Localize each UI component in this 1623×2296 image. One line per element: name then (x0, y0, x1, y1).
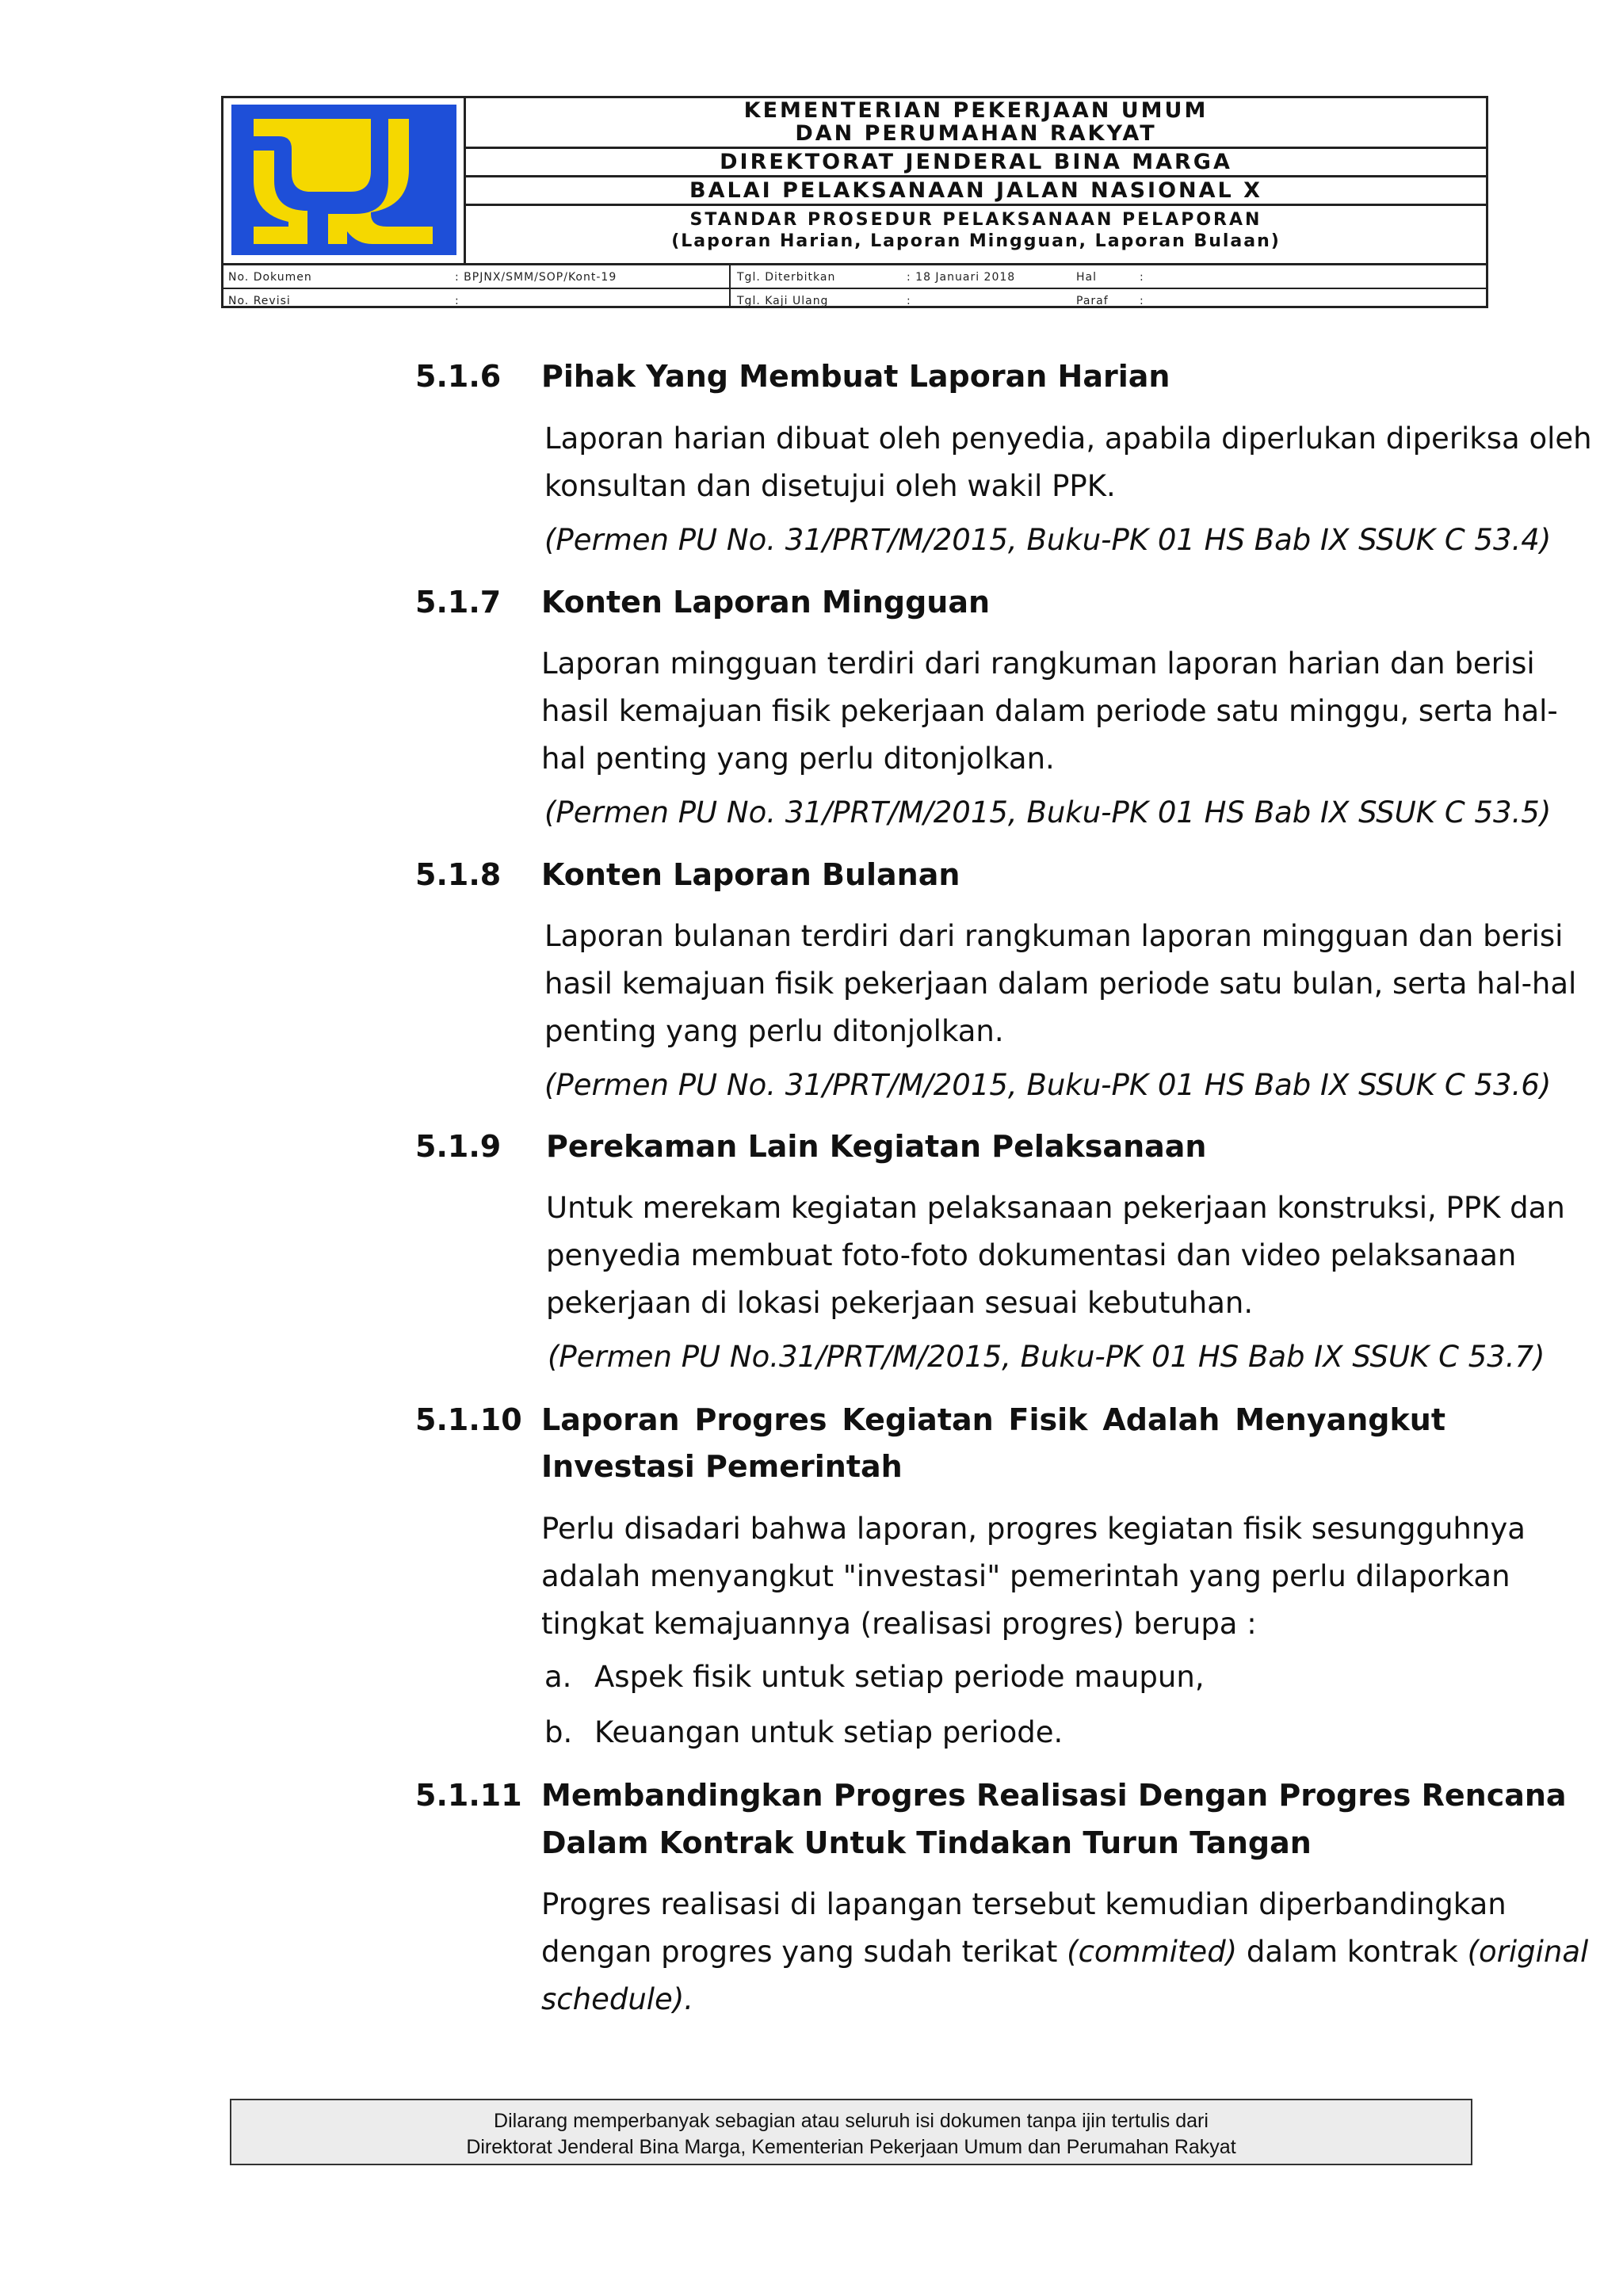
body-line: hal penting yang perlu ditonjolkan. (541, 742, 1055, 776)
body-line: Untuk merekam kegiatan pelaksanaan pekerjaan konstruksi, PPK dan (546, 1191, 1565, 1225)
body-line: tingkat kemajuannya (realisasi progres) berupa : (541, 1607, 1257, 1641)
paraf-label: Paraf (1076, 295, 1109, 307)
tgl-kaji-ulang-label: Tgl. Kaji Ulang (737, 295, 829, 307)
section-title-line: Dalam Kontrak Untuk Tindakan Turun Tangan (541, 1825, 1312, 1860)
list-item (544, 1653, 571, 1701)
section-number: 5.1.7 (415, 585, 502, 620)
body-line: Perlu disadari bahwa laporan, progres kegiatan fisik sesungguhnya (541, 1512, 1526, 1546)
list-item-text: Keuangan untuk setiap periode. (594, 1715, 1064, 1749)
ministry-logo (231, 105, 456, 255)
tgl-diterbitkan-value: : 18 Januari 2018 (907, 271, 1016, 284)
section-body (541, 640, 1558, 783)
regulation-reference: (Permen PU No. 31/PRT/M/2015, Buku-PK 01 HS Bab IX SSUK C 53.6) (544, 1068, 1552, 1102)
section-title: Konten Laporan Bulanan (541, 857, 960, 892)
logo-cell (223, 98, 466, 263)
tgl-kaji-ulang-value: : (907, 295, 911, 307)
body-text: dengan progres yang sudah terikat (541, 1935, 1067, 1969)
tgl-diterbitkan-label: Tgl. Diterbitkan (737, 271, 836, 284)
body-italic-text: (original (1467, 1935, 1589, 1969)
header-title-line-6: (Laporan Harian, Laporan Mingguan, Laporan Bulaan) (671, 231, 1281, 251)
header-title-line-3: DIREKTORAT JENDERAL BINA MARGA (466, 149, 1486, 177)
header-title-block (466, 98, 1486, 263)
meta-row-revisi (223, 289, 1486, 313)
no-revisi-value: : (455, 295, 460, 307)
section-number: 5.1.9 (415, 1129, 502, 1164)
copyright-footer (230, 2099, 1472, 2165)
section-body (541, 1505, 1526, 1648)
body-line: Laporan harian dibuat oleh penyedia, apabila diperlukan diperiksa oleh (544, 421, 1592, 456)
section-number: 5.1.8 (415, 857, 502, 892)
no-dokumen-value: : BPJNX/SMM/SOP/Kont-19 (455, 271, 617, 284)
regulation-reference: (Permen PU No. 31/PRT/M/2015, Buku-PK 01 HS Bab IX SSUK C 53.4) (544, 523, 1552, 557)
header-title-line-5: STANDAR PROSEDUR PELAKSANAAN PELAPORAN (689, 210, 1262, 230)
body-text: dalam kontrak (1237, 1935, 1468, 1969)
list-item (544, 1709, 572, 1756)
body-line: penyedia membuat foto-foto dokumentasi dan video pelaksanaan (546, 1238, 1517, 1272)
body-line: Laporan bulanan terdiri dari rangkuman laporan mingguan dan berisi (544, 919, 1564, 953)
hal-value: : (1140, 271, 1144, 284)
no-dokumen-label: No. Dokumen (228, 271, 312, 284)
meta-row-dokumen (223, 265, 1486, 289)
document-header (221, 96, 1488, 308)
section-body (546, 1184, 1565, 1327)
list-marker: a. (544, 1660, 572, 1694)
body-line: konsultan dan disetujui oleh wakil PPK. (544, 469, 1116, 503)
regulation-reference: (Permen PU No.31/PRT/M/2015, Buku-PK 01 HS Bab IX SSUK C 53.7) (548, 1340, 1545, 1374)
body-line: penting yang perlu ditonjolkan. (544, 1014, 1004, 1048)
body-line (541, 1928, 1589, 1976)
section-body (544, 913, 1577, 1055)
footer-line-2: Direktorat Jenderal Bina Marga, Kementerian Pekerjaan Umum dan Perumahan Rakyat (466, 2136, 1236, 2158)
body-line: schedule). (541, 1982, 694, 2016)
section-number: 5.1.11 (415, 1778, 522, 1813)
body-line: hasil kemajuan fisik pekerjaan dalam periode satu bulan, serta hal-hal (544, 967, 1577, 1001)
section-body (541, 1881, 1589, 2023)
section-title: Perekaman Lain Kegiatan Pelaksanaan (546, 1129, 1207, 1164)
section-body (544, 415, 1592, 510)
regulation-reference: (Permen PU No. 31/PRT/M/2015, Buku-PK 01 HS Bab IX SSUK C 53.5) (544, 795, 1552, 830)
list-item-text: Aspek fisik untuk setiap periode maupun, (594, 1660, 1205, 1694)
section-title: Pihak Yang Membuat Laporan Harian (541, 359, 1170, 394)
body-line: Progres realisasi di lapangan tersebut kemudian diperbandingkan (541, 1887, 1507, 1921)
header-title-line-1: KEMENTERIAN PEKERJAAN UMUM (743, 98, 1209, 123)
section-title-line: Investasi Pemerintah (541, 1449, 903, 1484)
body-italic-text: (commited) (1067, 1935, 1238, 1969)
paraf-value: : (1140, 295, 1144, 307)
no-revisi-label: No. Revisi (228, 295, 291, 307)
header-meta-table (223, 263, 1486, 306)
hal-label: Hal (1076, 271, 1097, 284)
section-title: Konten Laporan Mingguan (541, 585, 991, 620)
section-number: 5.1.6 (415, 359, 502, 394)
header-title-line-4: BALAI PELAKSANAAN JALAN NASIONAL X (466, 177, 1486, 206)
section-number: 5.1.10 (415, 1402, 522, 1437)
header-title-line-2: DAN PERUMAHAN RAKYAT (466, 122, 1486, 149)
section-title-line: Membandingkan Progres Realisasi Dengan Progres Rencana (541, 1778, 1567, 1813)
footer-line-1: Dilarang memperbanyak sebagian atau seluruh isi dokumen tanpa ijin tertulis dari (494, 2110, 1209, 2132)
body-line: Laporan mingguan terdiri dari rangkuman laporan harian dan berisi (541, 646, 1535, 681)
section-title-line: Laporan Progres Kegiatan Fisik Adalah Menyangkut (541, 1402, 1445, 1437)
body-line: pekerjaan di lokasi pekerjaan sesuai kebutuhan. (546, 1286, 1254, 1320)
body-line: hasil kemajuan fisik pekerjaan dalam periode satu minggu, serta hal- (541, 694, 1558, 728)
body-line: adalah menyangkut "investasi" pemerintah yang perlu dilaporkan (541, 1559, 1510, 1593)
list-marker: b. (544, 1715, 573, 1749)
